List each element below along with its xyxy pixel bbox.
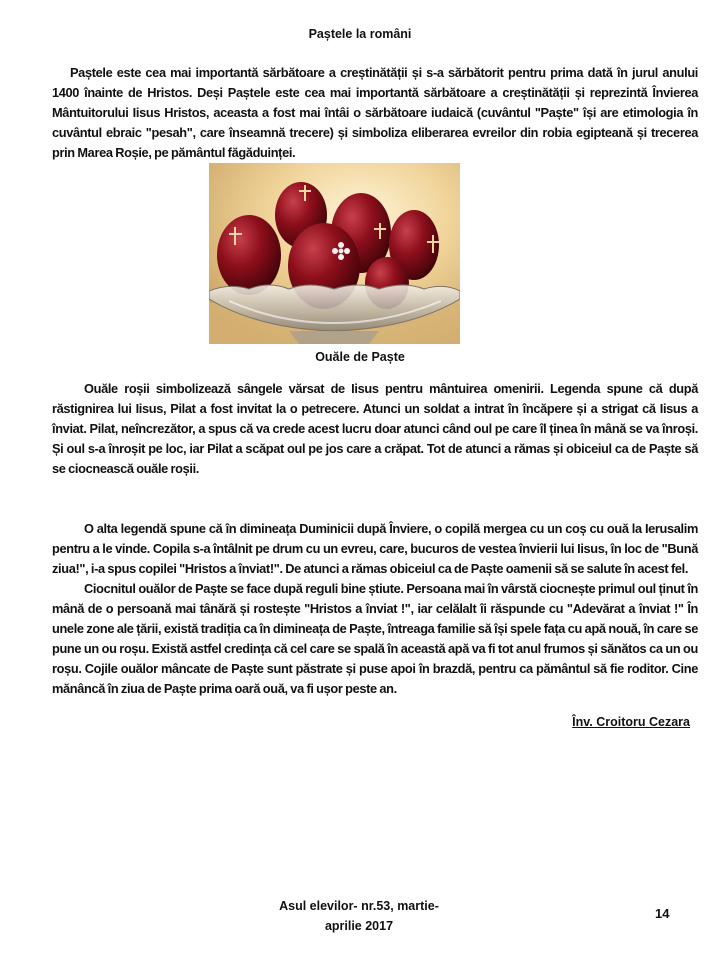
paragraph-egg-tapping: Ciocnitul ouălor de Paște se face după reguli bine știute. Persoana mai în vârstă ciocnește primul oul ținut în mână de o persoană mai tânără și rostește "Hristos a înviat !", iar celălalt îi răspunde cu "Adevărat a înviat !" În unele zone ale țării, există tradiția ca în dimineața de Paște, întreaga familie să își spele fața cu apă nouă, în care se pune un ou roșu. Există astfel credința că cel care se spală în această apă va fi tot anul frumos și sănătos ca un ou roșu. Cojile ouălor mâncate de Paște sunt păstrate și puse apoi în brazdă, pentru ca pământul să fie roditor. Cine mănâncă în ziua de Paște prima oară ouă, va fi ușor peste an. — [52, 581, 698, 696]
red-egg — [217, 215, 281, 295]
footer-publication-line1: Asul elevilor- nr.53, martie- — [279, 899, 439, 913]
article-title: Paștele la români — [308, 27, 412, 41]
intro-paragraph: Paștele este cea mai importantă sărbătoare a creștinătății și s-a sărbătorit pentru prima dată în jurul anului 1400 înainte de Hristos. Deși Paștele este cea mai importantă sărbătoare a creștinătății și reprezintă Învierea Mântuitorului Iisus Hristos, aceasta a fost mai întâi o sărbătoare iudaică (cuvântul "Paște" își are etimologia în cuvântul ebraic "pesah", care înseamnă trecere) și simboliza eliberarea evreilor din robia egipteană și trecerea prin Marea Roșie, pe pământul făgăduinței. — [52, 65, 698, 160]
easter-eggs-photo — [209, 163, 460, 344]
page-number: 14 — [655, 906, 670, 921]
author-signature: Înv. Croitoru Cezara — [572, 715, 690, 729]
paragraph-legend: O alta legendă spune că în dimineața Duminicii după Înviere, o copilă mergea cu un coș cu ouă la Ierusalim pentru a le vinde. Copila s-a întâlnit pe drum cu un evreu, care, bucuros de vestea învierii lui Iisus, în loc de "Bună ziua!", i-a spus copilei "Hristos a înviat!". De atunci a rămas obiceiul ca de Paște oamenii să se salute în acest fel. — [52, 521, 698, 576]
footer — [250, 896, 468, 936]
image-caption: Ouăle de Paște — [315, 350, 405, 364]
footer-publication-line2: aprilie 2017 — [324, 919, 394, 933]
red-eggs-in-glass-bowl-image — [209, 163, 460, 344]
paragraph-red-eggs: Ouăle roșii simbolizează sângele vărsat de Iisus pentru mântuirea omenirii. Legenda spune că după răstignirea lui Iisus, Pilat a fost invitat la o petrecere. Atunci un soldat a intrat în încăpere și a strigat că Iisus a înviat. Pilat, neîncrezător, a spus că va crede acest lucru doar atunci când oul pe care îl ținea în mână se va înroși. Și oul s-a înroșit pe loc, iar Pilat a scăpat oul pe jos care a crăpat. Tot de atunci a rămas și obiceiul ca de Paște să se ciocnească ouăle roșii. — [52, 381, 698, 476]
